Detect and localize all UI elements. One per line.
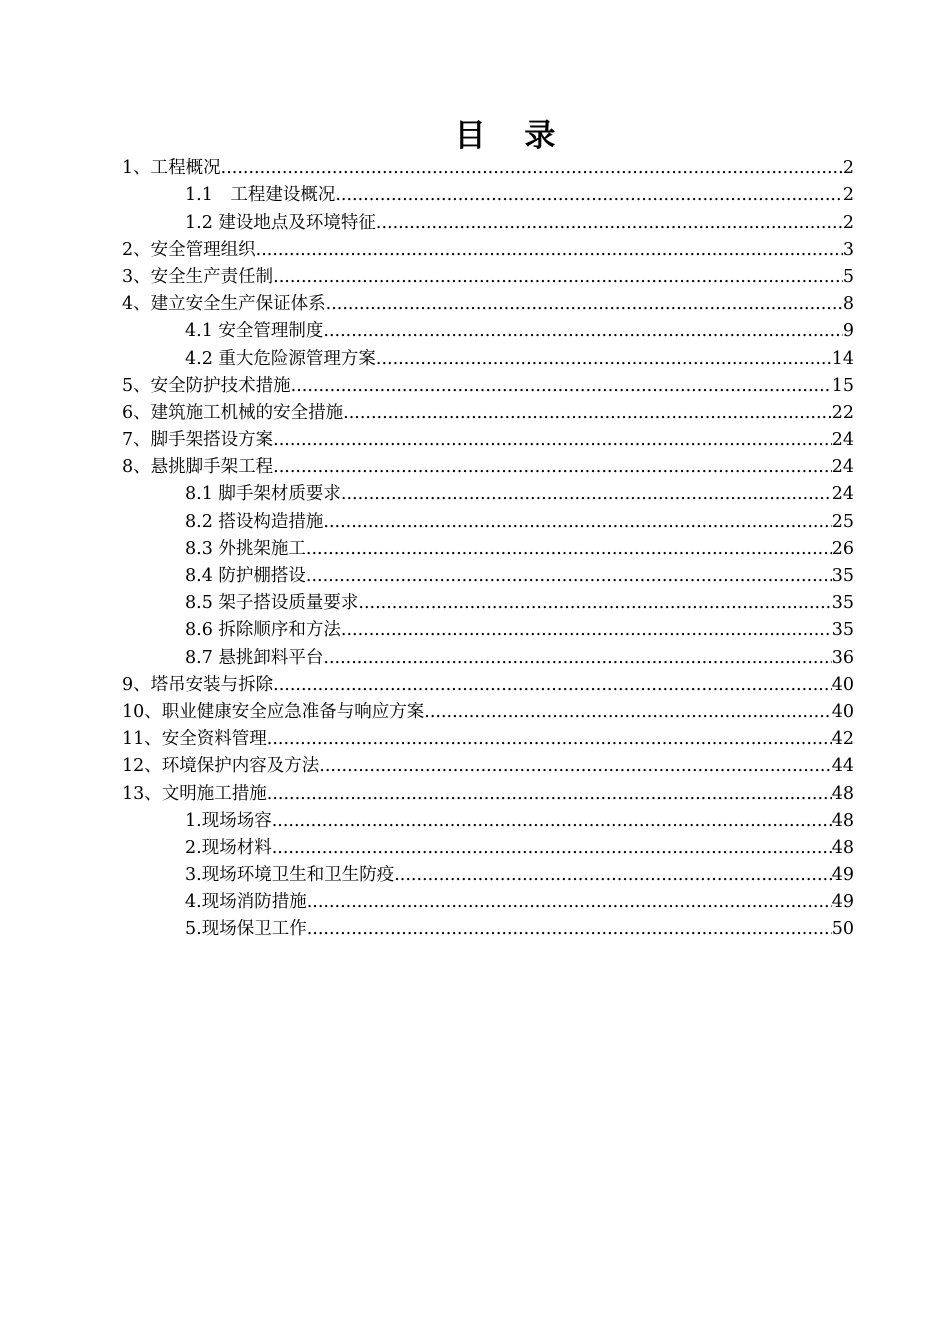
dot-leader	[256, 237, 843, 264]
dot-leader	[273, 264, 843, 291]
dot-leader	[323, 318, 842, 345]
toc-page-number: 22	[831, 402, 854, 423]
toc-entry-text: 2.现场材料	[185, 837, 272, 858]
toc-entry-text: 8.4 防护棚搭设	[185, 566, 306, 586]
toc-entry-text: 3.现场环境卫生和卫生防疫	[185, 865, 395, 886]
dot-leader	[319, 753, 831, 780]
toc-page-number: 24	[831, 430, 854, 451]
toc-page-number: 5	[842, 266, 854, 287]
toc-entry[interactable]	[122, 209, 854, 236]
toc-entry[interactable]	[122, 563, 854, 590]
toc-entry[interactable]	[122, 808, 854, 835]
toc-entry-text: 12、环境保护内容及方法	[122, 756, 320, 777]
toc-page-number: 44	[831, 756, 854, 777]
toc-entry[interactable]	[122, 481, 854, 508]
dot-leader	[341, 481, 832, 508]
toc-entry[interactable]	[122, 264, 854, 291]
toc-page-number: 40	[831, 674, 854, 695]
toc-entry-text: 10、职业健康安全应急准备与响应方案	[122, 701, 425, 722]
dot-leader	[307, 916, 832, 943]
toc-entry[interactable]	[122, 318, 854, 345]
dot-leader	[343, 400, 832, 427]
toc-page-number: 48	[831, 810, 854, 831]
toc-entry[interactable]	[122, 590, 854, 617]
dot-leader	[267, 726, 832, 753]
toc-page-number: 40	[831, 701, 854, 722]
toc-entry[interactable]	[122, 536, 854, 563]
toc-entry-text: 13、文明施工措施	[122, 783, 267, 804]
toc-page-number: 8	[842, 294, 854, 315]
toc-entry-text: 8.7 悬挑卸料平台	[185, 647, 324, 668]
dot-leader	[273, 454, 832, 481]
toc-entry[interactable]	[122, 862, 854, 889]
toc-entry-text: 4.2 重大危险源管理方案	[185, 348, 376, 369]
toc-page-number: 36	[831, 647, 854, 668]
toc-entry-text: 8.2 搭设构造措施	[185, 511, 324, 532]
toc-page-number: 14	[831, 348, 854, 369]
toc-entry-text: 1、工程概况	[122, 158, 221, 179]
toc-page-number: 24	[831, 457, 854, 478]
toc-entry-text: 8、悬挑脚手架工程	[122, 457, 274, 478]
dot-leader	[221, 155, 843, 182]
toc-entry-text: 1.2 建设地点及环境特征	[185, 212, 376, 233]
dot-leader	[273, 427, 832, 454]
toc-page-number: 2	[842, 185, 854, 206]
toc-entry-text: 8.5 架子搭设质量要求	[185, 593, 359, 614]
toc-entry-text: 4.现场消防措施	[185, 892, 307, 913]
toc-entry[interactable]	[122, 644, 854, 671]
dot-leader	[272, 808, 832, 835]
toc-entry[interactable]	[122, 916, 854, 943]
toc-entry[interactable]	[122, 753, 854, 780]
toc-entry[interactable]	[122, 345, 854, 372]
dot-leader	[307, 889, 832, 916]
toc-entry-text: 1.现场场容	[185, 810, 272, 831]
toc-entry[interactable]	[122, 373, 854, 400]
dot-leader	[341, 617, 832, 644]
dot-leader	[323, 509, 831, 536]
dot-leader	[272, 835, 832, 862]
toc-entry-text: 8.3 外挑架施工	[185, 538, 306, 559]
toc-entry-text: 8.1 脚手架材质要求	[185, 484, 341, 505]
toc-entry[interactable]	[122, 726, 854, 753]
toc-entry-text: 5、安全防护技术措施	[122, 375, 291, 396]
dot-leader	[306, 536, 832, 563]
toc-entry[interactable]	[122, 400, 854, 427]
toc-entry[interactable]	[122, 182, 854, 209]
dot-leader	[335, 182, 843, 209]
toc-entry[interactable]	[122, 780, 854, 807]
toc-page-number: 50	[831, 919, 854, 940]
toc-entry[interactable]	[122, 672, 854, 699]
toc-entry[interactable]	[122, 427, 854, 454]
toc-entry-text: 4.1 安全管理制度	[185, 321, 324, 342]
toc-entry-text: 11、安全资料管理	[122, 729, 267, 750]
dot-leader	[358, 590, 831, 617]
dot-leader	[376, 210, 843, 237]
toc-entry-text: 2、安全管理组织	[122, 239, 256, 260]
toc-entry-text: 6、建筑施工机械的安全措施	[122, 402, 344, 423]
toc-page-number: 49	[831, 892, 854, 913]
toc-page-number: 49	[831, 865, 854, 886]
toc-page-number: 42	[831, 729, 854, 750]
toc-page-number: 35	[831, 620, 854, 641]
toc-entry-text: 8.6 拆除顺序和方法	[185, 620, 341, 641]
toc-page-number: 26	[831, 538, 854, 559]
toc-entry[interactable]	[122, 699, 854, 726]
toc-entry-text: 9、塔吊安装与拆除	[122, 674, 274, 695]
toc-entry[interactable]	[122, 454, 854, 481]
dot-leader	[376, 346, 832, 373]
toc-entry-text: 1.1 工程建设概况	[185, 185, 336, 206]
toc-page-number: 24	[831, 484, 854, 505]
toc-page-number: 35	[831, 593, 854, 614]
toc-page-number: 3	[842, 239, 854, 260]
toc-page-number: 2	[842, 158, 854, 179]
dot-leader	[323, 645, 831, 672]
toc-page-number: 25	[831, 511, 854, 532]
toc-entry[interactable]	[122, 291, 854, 318]
dot-leader	[267, 781, 832, 808]
dot-leader	[291, 373, 832, 400]
table-of-contents	[122, 155, 854, 943]
toc-page-number: 9	[842, 321, 854, 342]
dot-leader	[424, 699, 831, 726]
toc-entry[interactable]	[122, 889, 854, 916]
toc-page-number: 35	[831, 566, 854, 586]
toc-page-number: 48	[831, 783, 854, 804]
dot-leader	[394, 862, 832, 889]
toc-page-number: 2	[842, 212, 854, 233]
toc-entry[interactable]	[122, 237, 854, 264]
toc-title: 目 录	[454, 118, 570, 154]
toc-entry-text: 5.现场保卫工作	[185, 919, 307, 940]
toc-page-number: 48	[831, 837, 854, 858]
toc-entry-text: 4、建立安全生产保证体系	[122, 294, 326, 315]
toc-entry[interactable]	[122, 508, 854, 535]
dot-leader	[306, 563, 832, 590]
toc-entry[interactable]	[122, 617, 854, 644]
toc-entry-text: 3、安全生产责任制	[122, 266, 274, 287]
dot-leader	[273, 672, 832, 699]
toc-page-number: 15	[831, 375, 854, 396]
dot-leader	[326, 291, 843, 318]
toc-entry[interactable]	[122, 155, 854, 182]
toc-entry-text: 7、脚手架搭设方案	[122, 430, 274, 451]
toc-entry[interactable]	[122, 835, 854, 862]
